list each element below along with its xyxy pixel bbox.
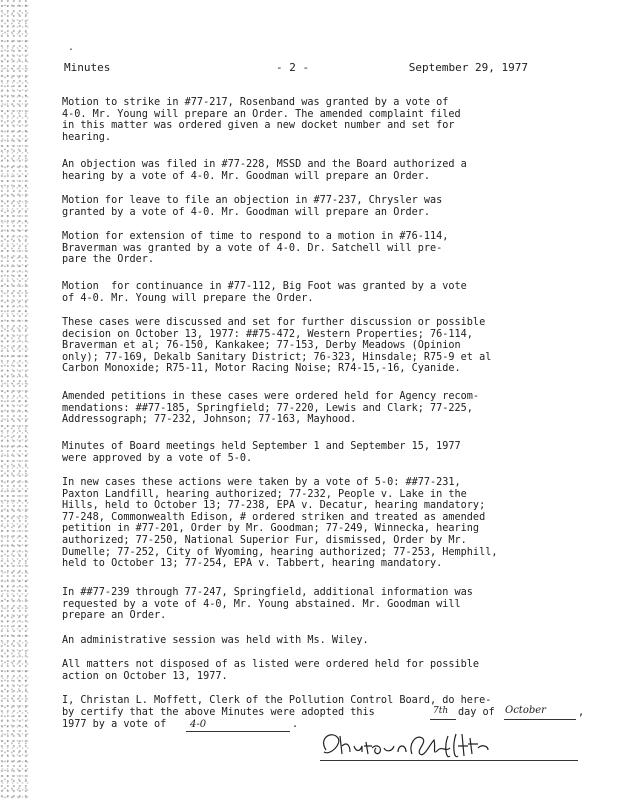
certification-line-3-prefix: 1977 by a vote of: [62, 719, 167, 730]
adoption-day-value: 7th: [433, 706, 449, 716]
paragraph-discussed-cases: These cases were discussed and set for further discussion or possible decision on October 13, 1977: ##75-472, Western Properties; 76-114, Braverman et al; 76-150, Kankakee; 77-153, Derby Meadows (Opinion only); 77-169, Dekalb Sanitary District; 76-323, Hinsdale; R75-9 et al Carbon Monoxide; R75-11, Motor Racing Noise; R74-15,-16, Cyanide.: [62, 317, 492, 375]
header-title: Minutes: [64, 61, 111, 74]
paragraph-amended-petitions: Amended petitions in these cases were ordered held for Agency recom- mendations: ##77-185, Springfield; 77-220, Lewis and Clark; 77-225, Addressograph; 77-232, Johnson; 77-163, Mayhood.: [62, 391, 480, 426]
paragraph-rosenband: Motion to strike in #77-217, Rosenband was granted by a vote of 4-0. Mr. Young will prepare an Order. The amended complaint filed in this matter was ordered given a new docket number and set for hearing.: [62, 97, 461, 143]
month-underline: [504, 719, 576, 720]
vote-underline: [186, 731, 290, 732]
adoption-vote-value: 4-0: [190, 719, 207, 730]
paragraph-matters-held: All matters not disposed of as listed were ordered held for possible action on October 13, 1977.: [62, 659, 480, 682]
paragraph-chrysler: Motion for leave to file an objection in #77-237, Chrysler was granted by a vote of 4-0. Mr. Goodman will prepare an Order.: [62, 195, 443, 218]
paragraph-braverman: Motion for extension of time to respond to a motion in #76-114, Braverman was granted by a vote of 4-0. Dr. Satchell will pre- pare the Order.: [62, 231, 449, 266]
signature-name: Christan L. Moffett: [316, 764, 328, 765]
paragraph-minutes-approved: Minutes of Board meetings held September 1 and September 15, 1977 were approved by a vote of 5-0.: [62, 441, 461, 464]
stray-mark: .: [68, 42, 75, 53]
adoption-month-value: October: [505, 705, 546, 716]
paragraph-springfield: In ##77-239 through 77-247, Springfield, additional information was requested by a vote of 4-0, Mr. Young abstained. Mr. Goodman will prepare an Order.: [62, 587, 473, 622]
paragraph-mssd: An objection was filed in #77-228, MSSD and the Board authorized a hearing by a vote of 4-0. Mr. Goodman will prepare an Order.: [62, 159, 467, 182]
day-underline: [430, 719, 456, 720]
certification-line-2-prefix: by certify that the above Minutes were adopted this: [62, 707, 375, 718]
page-number: - 2 -: [276, 61, 310, 74]
certification-line-2-suffix: ,: [578, 707, 585, 718]
paragraph-big-foot: Motion for continuance in #77-112, Big Foot was granted by a vote of 4-0. Mr. Young will prepare the Order.: [62, 281, 467, 304]
signature-line: [320, 760, 578, 761]
paragraph-new-cases: In new cases these actions were taken by a vote of 5-0: ##77-231, Paxton Landfill, hearing authorized; 77-232, People v. Lake in the Hills, held to October 13; 77-238, EPA v. Decatur, hearing mandatory; 77-248, Commonwealth Edison, # ordered striken and treated as amended petition in #77-201, Order by Mr. Goodman; 77-249, Winnecka, hearing authorized; 77-250, National Superior Fur, dismissed, Order by Mr. Dumelle; 77-252, City of Wyoming, hearing authorized; 77-253, Hemphill, held to October 13; 77-254, EPA v. Tabbert, hearing mandatory.: [62, 477, 498, 570]
certification-line-2-mid: day of: [458, 707, 495, 718]
certification-line-3-suffix: .: [292, 719, 299, 730]
certification-line-1: I, Christan L. Moffett, Clerk of the Pollution Control Board, do here-: [62, 695, 492, 706]
scan-edge-noise: [0, 0, 30, 800]
header-date: September 29, 1977: [408, 61, 528, 74]
paragraph-administrative-session: An administrative session was held with Ms. Wiley.: [62, 635, 369, 646]
page-header: [64, 61, 528, 75]
